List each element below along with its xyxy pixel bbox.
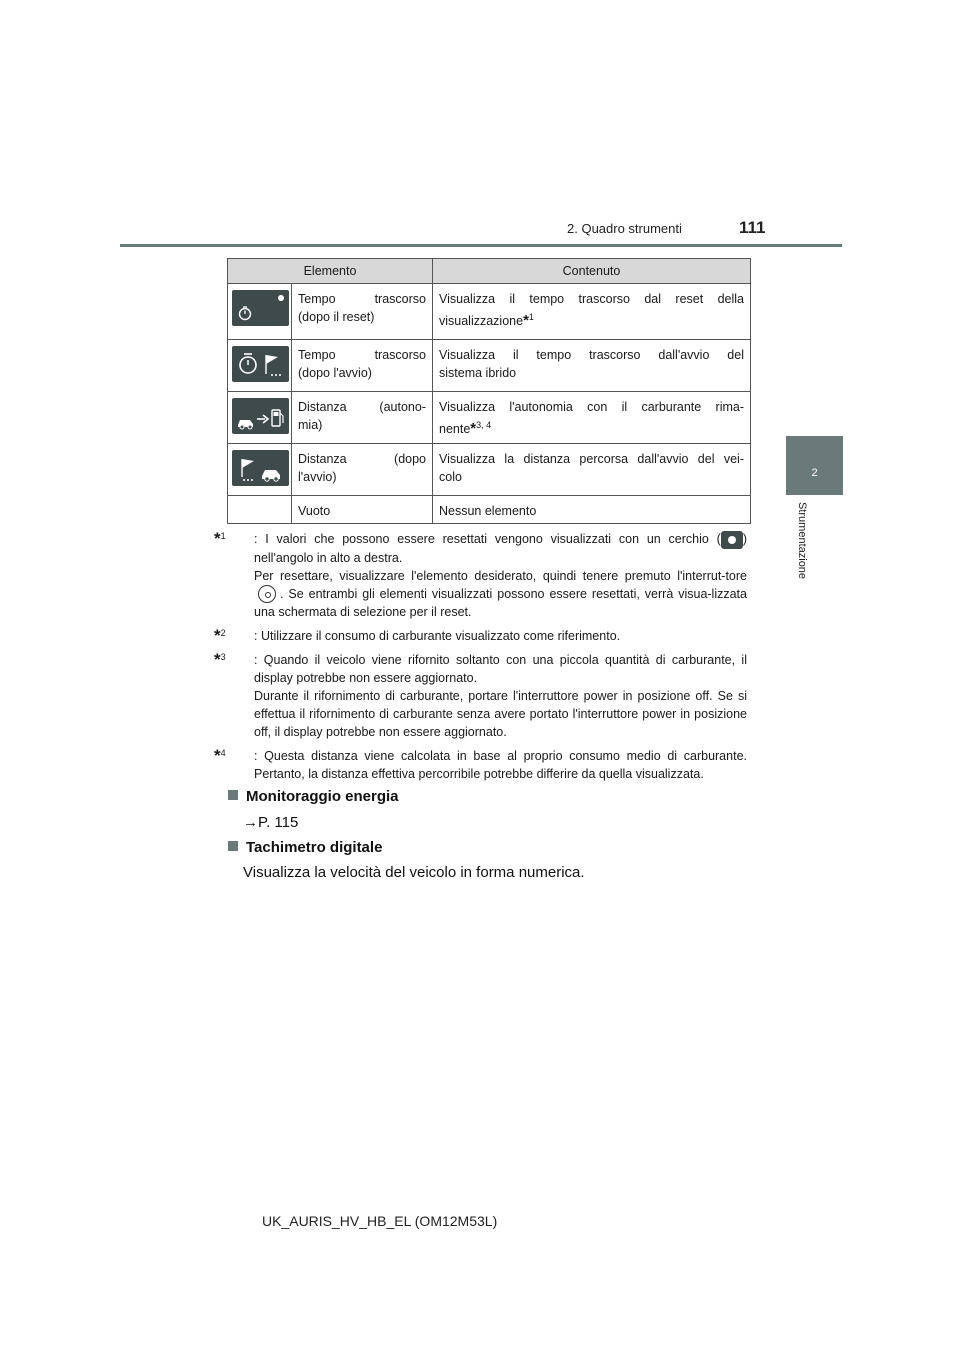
section-text: Visualizza la velocità del veicolo in forma numerica.	[243, 864, 585, 881]
footnote-ref: 1	[528, 312, 534, 322]
footnote-ref: 3, 4	[476, 420, 492, 430]
item-name: Distanza (autono-	[298, 400, 426, 414]
item-name-2: mia)	[298, 418, 323, 432]
table-row	[228, 340, 751, 392]
item-content: Nessun elemento	[439, 504, 537, 518]
header-contenuto: Contenuto	[433, 259, 751, 284]
item-content: Visualizza il tempo trascorso dall'avvio del	[439, 348, 744, 362]
stopwatch-reset-icon	[232, 290, 289, 326]
switch-icon	[258, 585, 276, 603]
item-name: Distanza (dopo	[298, 452, 426, 466]
footer-code: UK_AURIS_HV_HB_EL (OM12M53L)	[262, 1213, 498, 1229]
footnote-star: *	[470, 420, 477, 438]
car-fuel-pump-icon	[232, 398, 289, 434]
footnote-2: *$^2$ : Utilizzare il consumo di carburante visualizzato come riferimento.	[214, 626, 621, 646]
footnotes	[214, 530, 747, 789]
item-name: Tempo trascorso	[298, 292, 426, 306]
section-heading: Monitoraggio energia	[228, 788, 399, 805]
item-content: Visualizza il tempo trascorso dal reset della	[439, 292, 744, 306]
header-elemento: Elemento	[228, 259, 433, 284]
item-content-2: sistema ibrido	[439, 366, 517, 380]
table-row	[228, 284, 751, 340]
header-section-title: 2. Quadro strumenti	[567, 221, 682, 236]
footnote-1: *$^1$ : I valori che possono essere resettati vengono visualizzati con un cerchio ( ) nell'angolo in alto a destra. Per resettare, visualizzare l'elemento desiderato, quindi tenere premuto l'interrut-tore. Se entrambi gli elementi visualizzati possono essere resettati, verrà visua-lizzata una schermata di selezione per il reset.	[214, 529, 747, 620]
items-table	[227, 258, 751, 524]
table-row	[228, 392, 751, 444]
header-divider	[120, 244, 842, 247]
table-row	[228, 496, 751, 524]
footnote-3: *$^3$ : Quando il veicolo viene rifornito soltanto con una piccola quantità di carburante, il display potrebbe non essere aggiornato. Durante il rifornimento di carburante, portare l'interruttore power in posizione off. Se si effettua il rifornimento di carburante senza avere portato l'interruttore power in posizione off, il display potrebbe non essere aggiornato.	[214, 650, 747, 740]
page-number: 111	[739, 218, 766, 237]
square-bullet-icon	[228, 790, 238, 800]
item-name-2: l'avvio)	[298, 470, 337, 484]
item-content-2: visualizzazione	[439, 314, 524, 329]
chapter-tab	[786, 436, 843, 495]
item-name-2: (dopo il reset)	[298, 310, 375, 324]
item-name: Vuoto	[298, 504, 331, 518]
stopwatch-flag-icon	[232, 346, 289, 382]
chapter-number: 2	[811, 467, 818, 479]
section-heading: Tachimetro digitale	[228, 839, 382, 856]
flag-car-icon	[232, 450, 289, 486]
chapter-label: Strumentazione	[796, 502, 808, 580]
table-header-row	[228, 259, 751, 284]
footnote-4: *$^4$ : Questa distanza viene calcolata in base al proprio consumo medio di carburante. Pertanto, la distanza effettiva percorribile potrebbe differire da quella visualizzata.	[214, 746, 747, 782]
item-content: Visualizza la distanza percorsa dall'avvio del vei-	[439, 452, 744, 466]
square-bullet-icon	[228, 841, 238, 851]
page-reference-link[interactable]: →P. 115	[243, 814, 299, 831]
item-name-2: (dopo l'avvio)	[298, 366, 372, 380]
table-row	[228, 444, 751, 496]
footnote-star: *	[523, 312, 529, 330]
item-content-2: nente	[439, 422, 471, 437]
item-content: Visualizza l'autonomia con il carburante rima-	[439, 400, 744, 414]
item-content-2: colo	[439, 470, 462, 484]
item-name: Tempo trascorso	[298, 348, 426, 362]
reset-circle-icon	[721, 531, 743, 549]
